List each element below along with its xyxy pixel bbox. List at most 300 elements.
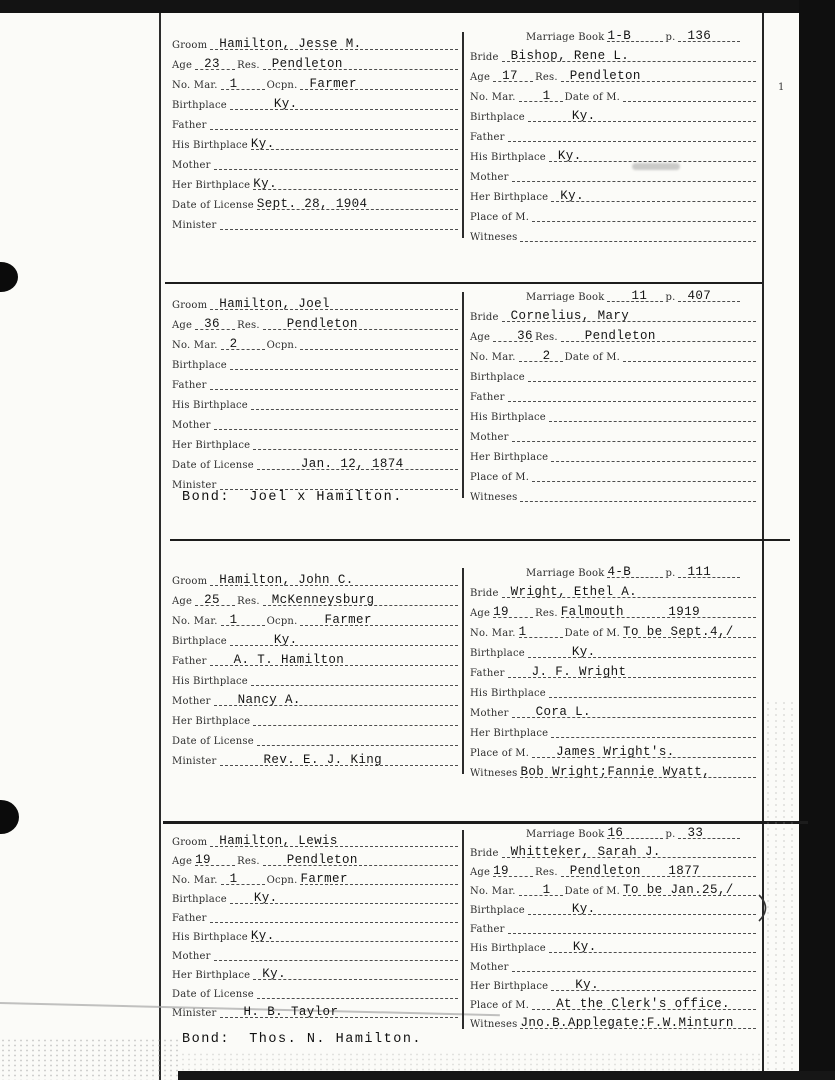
dotted-line	[230, 890, 458, 904]
column-divider	[462, 568, 464, 774]
dotted-line	[508, 128, 756, 142]
scan-noise-bottom-left	[0, 1038, 180, 1080]
minister-value: Rev. E. J. King	[263, 753, 383, 768]
dotted-line	[549, 408, 756, 422]
dotted-line	[532, 996, 756, 1010]
father-row	[470, 919, 758, 938]
dotted-line	[257, 732, 458, 746]
dotted-line	[251, 396, 458, 410]
dotted-line	[210, 376, 458, 390]
date-of-license-label: Date of License	[172, 736, 254, 747]
ocpn-label: Ocpn.	[266, 340, 298, 351]
mother-label: Mother	[172, 696, 211, 707]
mother-label: Mother	[172, 420, 211, 431]
age-label: Age	[470, 608, 491, 619]
page-fold-line	[159, 13, 161, 1080]
dotted-line	[551, 724, 756, 738]
dotted-line	[549, 684, 756, 698]
dotted-line	[257, 196, 458, 210]
groom-res-value: Pendleton	[286, 853, 358, 868]
bride-no-mar-value: 1	[542, 883, 551, 898]
dotted-line	[257, 456, 458, 470]
bride-column	[470, 824, 758, 1033]
bride-res-year-value: 1877	[668, 864, 700, 879]
dotted-line	[520, 228, 756, 242]
no-mar-label: No. Mar.	[172, 340, 218, 351]
age-res-row	[172, 54, 460, 74]
witnesses-row	[470, 226, 758, 246]
dotted-line	[253, 436, 458, 450]
dotted-line	[508, 664, 756, 678]
dotted-line	[210, 116, 458, 130]
mother-label: Mother	[470, 172, 509, 183]
father-row	[172, 114, 460, 134]
dotted-line	[607, 825, 663, 839]
bride-row	[470, 46, 758, 66]
groom-age-value: 25	[204, 593, 220, 608]
dotted-line	[221, 76, 265, 90]
bride-label: Bride	[470, 312, 499, 323]
date-of-license-label: Date of License	[172, 200, 254, 211]
father-label: Father	[172, 656, 207, 667]
nomar-datem-row	[470, 346, 758, 366]
dotted-line	[214, 156, 458, 170]
scan-right-edge	[799, 0, 835, 1080]
minister-row	[172, 214, 460, 234]
her-birthplace-row	[172, 434, 460, 454]
dotted-line	[263, 316, 458, 330]
book-value: 4-B	[607, 565, 632, 580]
minister-label: Minister	[172, 756, 217, 767]
groom-label: Groom	[172, 40, 208, 51]
groom-no-mar-value: 1	[229, 613, 238, 628]
her-birthplace-row	[470, 722, 758, 742]
witnesses-value: Jno.B.Applegate:F.W.Minturn	[520, 1016, 734, 1031]
dotted-line	[607, 288, 663, 302]
birthplace-label: Birthplace	[172, 360, 227, 371]
marriage-book-label: Marriage Book	[526, 568, 605, 579]
res-label: Res.	[535, 608, 558, 619]
father-label: Father	[172, 380, 207, 391]
bride-column	[470, 286, 758, 506]
page-label: p.	[665, 568, 676, 579]
dotted-line	[210, 296, 458, 310]
scan-top-edge	[0, 0, 835, 13]
birthplace-label: Birthplace	[172, 894, 227, 905]
groom-column	[172, 570, 460, 770]
witnesses-row	[470, 486, 758, 506]
nomar-datem-row	[470, 622, 758, 642]
page-value: 33	[687, 826, 704, 841]
dotted-line	[221, 336, 265, 350]
dotted-line	[520, 488, 756, 502]
dotted-line	[493, 863, 533, 877]
dotted-line	[502, 584, 756, 598]
age-res-row	[470, 602, 758, 622]
place-of-m-row	[470, 995, 758, 1014]
birthplace-label: Birthplace	[470, 112, 525, 123]
nomar-ocpn-row	[172, 870, 460, 889]
page-value: 111	[687, 565, 712, 580]
mother-row	[470, 957, 758, 976]
birthplace-row	[172, 630, 460, 650]
dotted-line	[561, 328, 756, 342]
nomar-ocpn-row	[172, 610, 460, 630]
dotted-line	[561, 604, 756, 618]
bride-res-value: Pendleton	[584, 329, 656, 344]
birthplace-row	[470, 900, 758, 919]
dotted-line	[528, 108, 756, 122]
dotted-line	[528, 368, 756, 382]
her-birthplace-label: Her Birthplace	[470, 981, 549, 992]
dotted-line	[263, 592, 458, 606]
dotted-line	[195, 852, 235, 866]
her-birthplace-row	[470, 976, 758, 995]
groom-no-mar-value: 2	[229, 337, 238, 352]
dotted-line	[561, 68, 756, 82]
no-mar-label: No. Mar.	[172, 80, 218, 91]
place-of-m-value: James Wright's.	[556, 745, 675, 760]
mother-label: Mother	[470, 962, 509, 973]
age-label: Age	[172, 856, 193, 867]
res-label: Res.	[237, 596, 260, 607]
witnesses-value: Bob Wright;Fannie Wyatt,	[520, 765, 711, 780]
dotted-line	[253, 712, 458, 726]
page-value: 136	[687, 29, 712, 44]
father-row	[470, 126, 758, 146]
dotted-line	[210, 652, 458, 666]
dotted-line	[253, 966, 458, 980]
age-label: Age	[470, 72, 491, 83]
dotted-line	[221, 612, 265, 626]
res-label: Res.	[535, 332, 558, 343]
bride-age-value: 36	[517, 329, 533, 344]
groom-name-value: Hamilton, Jesse M.	[219, 37, 362, 52]
no-mar-label: No. Mar.	[470, 628, 516, 639]
his-birthplace-label: His Birthplace	[470, 943, 546, 954]
his-birthplace-row	[172, 927, 460, 946]
mother-row	[172, 154, 460, 174]
groom-birthplace-value: Ky.	[273, 97, 298, 112]
groom-row	[172, 34, 460, 54]
bride-birthplace-value: Ky.	[571, 645, 596, 660]
minister-row	[172, 750, 460, 770]
dotted-line	[210, 833, 458, 847]
date-of-m-label: Date of M.	[564, 886, 621, 897]
her-birthplace-label: Her Birthplace	[172, 180, 251, 191]
age-res-row	[470, 66, 758, 86]
groom-age-value: 36	[204, 317, 220, 332]
bride-label: Bride	[470, 52, 499, 63]
groom-res-value: Pendleton	[271, 57, 343, 72]
no-mar-label: No. Mar.	[470, 92, 516, 103]
age-label: Age	[470, 867, 491, 878]
date-of-license-label: Date of License	[172, 989, 254, 1000]
bride-birthplace-value: Ky.	[571, 109, 596, 124]
bride-row	[470, 306, 758, 326]
groom-birthplace-value: Ky.	[273, 633, 298, 648]
mother-row	[172, 946, 460, 965]
nomar-datem-row	[470, 86, 758, 106]
nomar-ocpn-row	[172, 74, 460, 94]
mother-label: Mother	[470, 432, 509, 443]
place-of-m-row	[470, 466, 758, 486]
bride-her-birthplace-value: Ky.	[575, 978, 599, 993]
father-label: Father	[172, 120, 207, 131]
bride-res-value: Pendleton	[569, 69, 641, 84]
dotted-line	[512, 428, 756, 442]
age-res-row	[172, 590, 460, 610]
father-label: Father	[470, 132, 505, 143]
column-divider	[462, 32, 464, 238]
marriage-book-row	[470, 562, 758, 582]
dotted-line	[561, 863, 756, 877]
bride-name-value: Wright, Ethel A.	[510, 585, 638, 600]
dotted-line	[532, 208, 756, 222]
place-of-m-label: Place of M.	[470, 472, 530, 483]
dotted-line	[549, 939, 756, 953]
page-label: p.	[665, 292, 676, 303]
her-birthplace-label: Her Birthplace	[172, 440, 251, 451]
hole-punch-bottom	[0, 800, 19, 834]
her-birthplace-label: Her Birthplace	[470, 728, 549, 739]
bride-age-value: 19	[493, 864, 509, 879]
dotted-line	[623, 88, 756, 102]
bride-no-mar-value: 2	[542, 349, 551, 364]
his-birthplace-row	[470, 938, 758, 957]
dotted-line	[230, 632, 458, 646]
marriage-book-row	[470, 286, 758, 306]
mother-row	[172, 414, 460, 434]
page-label: p.	[665, 32, 676, 43]
his-birthplace-label: His Birthplace	[172, 676, 248, 687]
groom-ocpn-value: Farmer	[324, 613, 372, 628]
marriage-book-row	[470, 824, 758, 843]
birthplace-row	[172, 354, 460, 374]
birthplace-row	[470, 642, 758, 662]
age-res-row	[470, 862, 758, 881]
place-of-m-row	[470, 206, 758, 226]
bride-column	[470, 562, 758, 782]
groom-res-value: McKenneysburg	[271, 593, 375, 608]
mother-label: Mother	[172, 160, 211, 171]
minister-value: H. B. Taylor	[243, 1005, 339, 1020]
bride-name-value: Cornelius, Mary	[510, 309, 630, 324]
dotted-line	[220, 752, 458, 766]
page-value: 407	[687, 289, 712, 304]
father-row	[470, 386, 758, 406]
dotted-line	[253, 176, 458, 190]
scan-noise-bottom	[180, 1052, 760, 1071]
date-of-m-label: Date of M.	[564, 628, 621, 639]
res-label: Res.	[535, 72, 558, 83]
ocpn-label: Ocpn.	[266, 80, 298, 91]
father-label: Father	[470, 924, 505, 935]
bride-no-mar-value: 1	[518, 625, 527, 640]
res-label: Res.	[535, 867, 558, 878]
witnesses-row	[470, 1014, 758, 1033]
her-birthplace-row	[172, 174, 460, 194]
bride-res-value: Falmouth	[560, 605, 624, 620]
dotted-line	[528, 644, 756, 658]
bond-note: Bond: Thos. N. Hamilton.	[182, 1032, 423, 1047]
age-label: Age	[470, 332, 491, 343]
father-label: Father	[172, 913, 207, 924]
stray-mark: 1	[778, 82, 785, 93]
dotted-line	[230, 356, 458, 370]
dotted-line	[623, 348, 756, 362]
birthplace-row	[470, 106, 758, 126]
dotted-line	[195, 316, 235, 330]
dotted-line	[502, 308, 756, 322]
dotted-line	[300, 336, 458, 350]
groom-no-mar-value: 1	[229, 77, 238, 92]
bride-his-birthplace-value: Ky.	[557, 149, 582, 164]
dotted-line	[214, 692, 458, 706]
hole-punch-top	[0, 262, 18, 292]
dotted-line	[520, 764, 756, 778]
mother-row	[470, 166, 758, 186]
groom-age-value: 23	[204, 57, 220, 72]
res-label: Res.	[237, 320, 260, 331]
his-birthplace-label: His Birthplace	[470, 152, 546, 163]
bride-name-value: Bishop, Rene L.	[510, 49, 630, 64]
birthplace-row	[172, 889, 460, 908]
bride-name-value: Whitteker, Sarah J.	[510, 845, 661, 860]
nomar-ocpn-row	[172, 334, 460, 354]
dotted-line	[512, 168, 756, 182]
groom-his-birthplace-value: Ky.	[250, 137, 275, 152]
dotted-line	[549, 148, 756, 162]
groom-name-value: Hamilton, Lewis	[219, 834, 338, 849]
mother-row	[470, 702, 758, 722]
bride-mother-value: Cora L.	[535, 705, 591, 720]
bride-age-value: 19	[493, 605, 509, 620]
his-birthplace-row	[172, 134, 460, 154]
her-birthplace-row	[172, 965, 460, 984]
res-label: Res.	[237, 856, 260, 867]
age-label: Age	[172, 60, 193, 71]
birthplace-label: Birthplace	[470, 372, 525, 383]
bride-birthplace-value: Ky.	[571, 902, 596, 917]
book-value: 11	[631, 289, 648, 304]
groom-name-value: Hamilton, Joel	[219, 297, 330, 312]
bride-column	[470, 26, 758, 246]
record-separator-1	[165, 282, 762, 284]
date-of-license-row	[172, 194, 460, 214]
groom-her-birthplace-value: Ky.	[253, 177, 277, 192]
his-birthplace-row	[470, 406, 758, 426]
father-row	[470, 662, 758, 682]
date-of-m-value: To be Jan.25,/	[623, 883, 734, 898]
dotted-line	[520, 1015, 756, 1029]
her-birthplace-row	[470, 186, 758, 206]
groom-label: Groom	[172, 837, 208, 848]
dotted-line	[532, 468, 756, 482]
no-mar-label: No. Mar.	[470, 352, 516, 363]
marriage-book-row	[470, 26, 758, 46]
minister-label: Minister	[172, 1008, 217, 1019]
his-birthplace-label: His Birthplace	[172, 932, 248, 943]
witnesses-label: Witneses	[470, 232, 518, 243]
dotted-line	[230, 96, 458, 110]
birthplace-row	[172, 94, 460, 114]
groom-age-value: 19	[195, 853, 211, 868]
father-row	[172, 374, 460, 394]
dotted-line	[519, 88, 563, 102]
dotted-line	[195, 592, 235, 606]
book-value: 16	[607, 826, 624, 841]
record-separator-2	[170, 539, 790, 541]
groom-her-birthplace-value: Ky.	[262, 967, 286, 982]
his-birthplace-row	[172, 394, 460, 414]
ocpn-label: Ocpn.	[266, 616, 298, 627]
dotted-line	[519, 624, 563, 638]
groom-his-birthplace-value: Ky.	[250, 929, 275, 944]
dotted-line	[512, 704, 756, 718]
bond-note: Bond: Joel x Hamilton.	[182, 490, 403, 505]
her-birthplace-label: Her Birthplace	[172, 716, 251, 727]
minister-label: Minister	[172, 220, 217, 231]
bride-res-value: Pendleton	[569, 864, 641, 879]
groom-label: Groom	[172, 300, 208, 311]
his-birthplace-label: His Birthplace	[172, 400, 248, 411]
dotted-line	[512, 958, 756, 972]
groom-row	[172, 570, 460, 590]
bride-no-mar-value: 1	[542, 89, 551, 104]
bride-row	[470, 843, 758, 862]
age-res-row	[470, 326, 758, 346]
place-of-m-value: At the Clerk's office.	[556, 997, 730, 1012]
dotted-line	[502, 48, 756, 62]
groom-name-value: Hamilton, John C.	[219, 573, 354, 588]
nomar-datem-row	[470, 881, 758, 900]
dotted-line	[528, 901, 756, 915]
groom-ocpn-value: Farmer	[300, 872, 348, 887]
bride-label: Bride	[470, 848, 499, 859]
dotted-line	[678, 564, 740, 578]
dotted-line	[508, 388, 756, 402]
dotted-line	[532, 744, 756, 758]
birthplace-label: Birthplace	[470, 648, 525, 659]
her-birthplace-label: Her Birthplace	[172, 970, 251, 981]
her-birthplace-row	[470, 446, 758, 466]
page-label: p.	[665, 829, 676, 840]
bride-age-value: 17	[502, 69, 518, 84]
place-of-m-label: Place of M.	[470, 212, 530, 223]
age-label: Age	[172, 596, 193, 607]
witnesses-row	[470, 762, 758, 782]
groom-res-value: Pendleton	[286, 317, 358, 332]
dotted-line	[519, 348, 563, 362]
dotted-line	[263, 852, 458, 866]
birthplace-label: Birthplace	[470, 905, 525, 916]
groom-mother-value: Nancy A.	[237, 693, 301, 708]
date-of-license-row	[172, 730, 460, 750]
place-of-m-label: Place of M.	[470, 748, 530, 759]
father-label: Father	[470, 668, 505, 679]
date-of-license-row	[172, 984, 460, 1003]
place-of-m-row	[470, 742, 758, 762]
age-res-row	[172, 314, 460, 334]
father-label: Father	[470, 392, 505, 403]
marriage-book-label: Marriage Book	[526, 829, 605, 840]
date-of-m-label: Date of M.	[564, 352, 621, 363]
birthplace-label: Birthplace	[172, 636, 227, 647]
dotted-line	[220, 476, 458, 490]
dotted-line	[678, 28, 740, 42]
dotted-line	[214, 947, 458, 961]
